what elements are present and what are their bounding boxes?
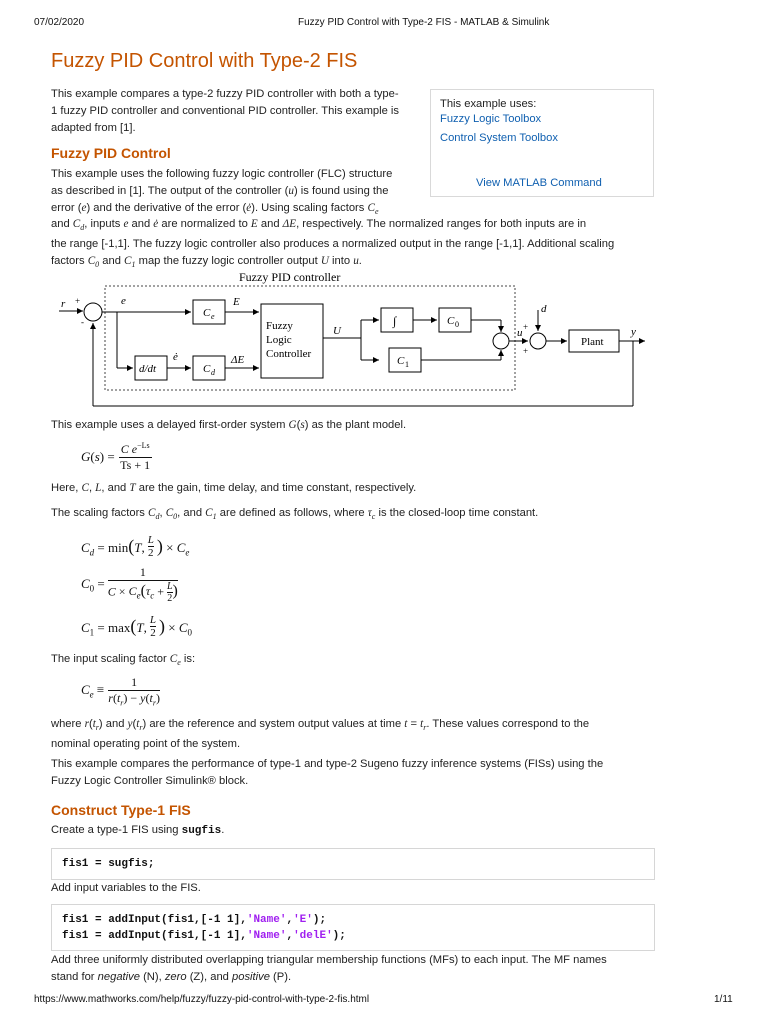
toolbox-link-fuzzy[interactable]: Fuzzy Logic Toolbox [440, 113, 542, 125]
flc-line-1: Fuzzy [266, 320, 293, 332]
block-integrator [381, 308, 413, 332]
section-heading-fuzzy-pid: Fuzzy PID Control [51, 145, 171, 161]
code-block-sugfis[interactable] [51, 848, 655, 880]
sum1-minus: - [81, 317, 84, 327]
diagram-title: Fuzzy PID controller [239, 270, 341, 284]
block-ddt-label: d/dt [139, 363, 157, 375]
label-r: r [61, 298, 66, 310]
block-c0-sub: 0 [455, 320, 459, 329]
uses-label: This example uses: [440, 98, 537, 110]
label-y: y [631, 326, 636, 338]
compare-text: This example compares the performance of type-1 and type-2 Sugeno fuzzy inference systems (FISs) using the Fuzzy Logic Controller Simulink® block. [51, 758, 604, 787]
intro-paragraph: This example compares a type-2 fuzzy PID controller with both a type- 1 fuzzy PID controller and conventional PID controller. This example is adapted from [1]. [51, 88, 400, 134]
code-block-addinput[interactable] [51, 904, 655, 951]
flc-line-3: Controller [266, 348, 312, 360]
block-c0-label: C [447, 315, 455, 327]
block-ce-sub: e [211, 312, 215, 321]
page-number: 1/11 [714, 994, 733, 1005]
view-matlab-command-link[interactable]: View MATLAB Command [476, 177, 602, 189]
sum-junction-3 [530, 333, 546, 349]
add-inputs-text: Add input variables to the FIS. [51, 882, 201, 894]
flc-description-2: and $C_d$, inputs e and ė are normalized to E and ΔE, respectively. The normalized ranges for both inputs are in the range [-1,1]. The fuzzy logic controller also produces a normalized output in the range [-1,1]. Additional scaling factors $C_0$ and $C_1$ map the fuzzy logic controller output U into u. [51, 218, 615, 270]
operating-point-text: where $r(t_r)$ and $y(t_r)$ are the reference and system output values at time $t = t_r$. These values correspond to the nominal operating point of the system. [51, 718, 590, 751]
equation-c0: $C_0$ = 1 $C \times C_e(\tau_c$ + $\frac{L}{2}$ ) [81, 565, 178, 604]
plant-model-text: This example uses a delayed first-order system G(s) as the plant model. [51, 419, 407, 431]
sum-junction-2 [493, 333, 509, 349]
print-date: 07/02/2020 [34, 17, 85, 28]
flc-description: This example uses the following fuzzy logic controller (FLC) structure as described in [1]. The output of the controller (u) is found using the error (e) and the derivative of the error (ė). Using scaling factors $C_e$ [51, 168, 393, 217]
equation-cd: $C_d = \min(T$, L 2 ) × $C_e$ [81, 534, 190, 559]
label-e: e [121, 295, 126, 307]
label-U: U [333, 325, 341, 337]
create-fis-text: Create a type-1 FIS using sugfis. [51, 824, 225, 837]
fuzzy-pid-block-diagram [55, 268, 655, 412]
sum3-plus-a: + [523, 322, 529, 332]
page-title: Fuzzy PID Control with Type-2 FIS [51, 50, 358, 72]
gains-text: Here, C, L, and T are the gain, time delay, and time constant, respectively. [51, 482, 417, 494]
sum3-plus-b: + [523, 346, 529, 356]
toolbox-link-control[interactable]: Control System Toolbox [440, 132, 558, 144]
block-cd-label: C [203, 363, 211, 375]
code-line: fis1 = sugfis; [62, 858, 155, 870]
section-heading-type1-fis: Construct Type-1 FIS [51, 802, 191, 818]
block-plant-label: Plant [581, 336, 604, 348]
block-cd-sub: d [211, 368, 215, 377]
block-c1-sub: 1 [405, 360, 409, 369]
label-edot: ė [173, 351, 178, 363]
block-c1-label: C [397, 355, 405, 367]
sum-junction-1 [84, 303, 102, 321]
print-title: Fuzzy PID Control with Type-2 FIS - MATLAB & Simulink [298, 17, 550, 28]
label-u: u [517, 327, 523, 339]
page-url: https://www.mathworks.com/help/fuzzy/fuzzy-pid-control-with-type-2-fis.html [34, 994, 370, 1005]
label-E: E [233, 296, 240, 308]
flc-line-2: Logic [266, 334, 292, 346]
equation-plant: G(s) = C $e^{-Ls}$ Ts + 1 [81, 441, 151, 472]
scaling-factors-text: The scaling factors $C_d$, $C_0$, and $C_1$ are defined as follows, where $\tau_c$ is the closed-loop time constant. [51, 507, 539, 522]
label-dE: ΔE [231, 354, 245, 366]
sum1-plus: + [75, 296, 81, 306]
input-scaling-text: The input scaling factor $C_e$ is: [51, 653, 196, 668]
label-d: d [541, 303, 547, 315]
code-line-1: fis1 = addInput(fis1,[-1 1],'Name','E'); [62, 914, 327, 926]
equation-c1: $C_1 = \max(T$, L 2 ) × $C_0$ [81, 614, 193, 639]
block-integ-label: ∫ [393, 314, 397, 328]
block-ce-label: C [203, 307, 211, 319]
membership-functions-text: Add three uniformly distributed overlapping triangular membership functions (MFs) to each input. The MF names stand for negative (N), zero (Z), and positive (P). [51, 954, 607, 983]
equation-ce: $C_e$ ≡ 1 $r(t_r) - y(t_r)$ [81, 675, 160, 708]
code-line-2: fis1 = addInput(fis1,[-1 1],'Name','delE'); [62, 930, 346, 942]
